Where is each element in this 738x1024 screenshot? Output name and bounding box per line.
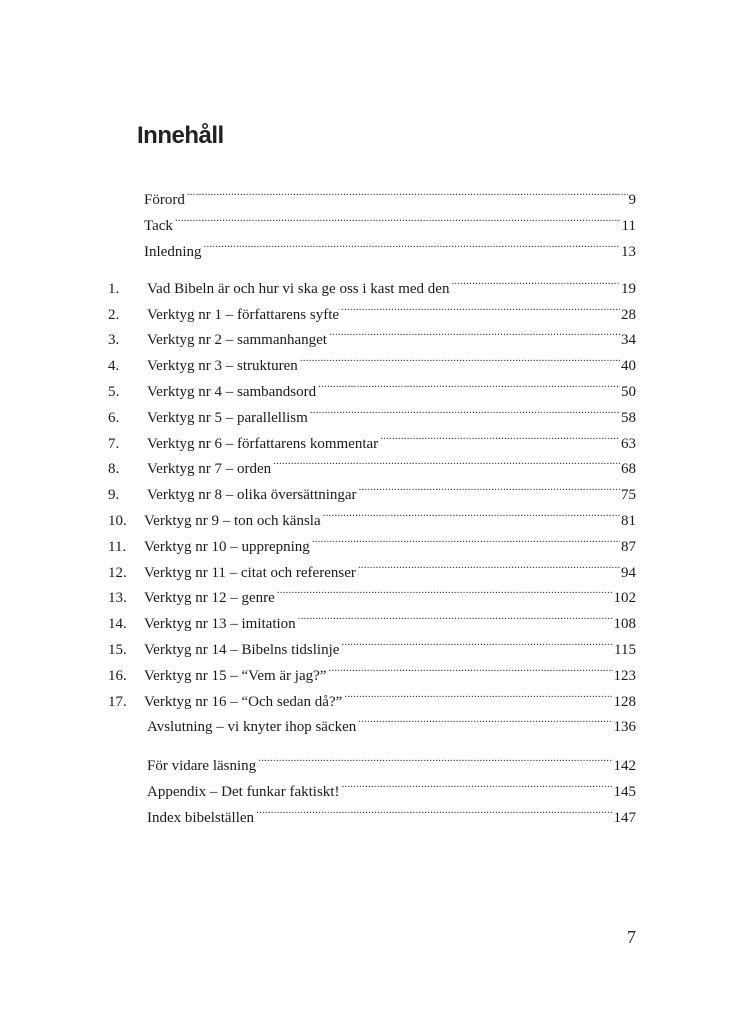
entry-number: 9. [108, 487, 120, 504]
toc-entry[interactable] [108, 319, 636, 349]
dot-leader [451, 267, 620, 293]
entry-page: 28 [621, 306, 636, 323]
dot-leader [329, 319, 620, 345]
toc-entry[interactable] [108, 628, 636, 658]
toc-entry[interactable] [108, 422, 636, 452]
entry-number: 4. [108, 358, 120, 375]
toc-entry[interactable] [108, 204, 636, 234]
entry-page: 50 [621, 383, 636, 400]
dot-leader [358, 551, 620, 577]
entry-title: Appendix – Det funkar faktiskt! [147, 784, 340, 800]
toc-entry[interactable] [108, 577, 636, 607]
entry-title: Verktyg nr 6 – författarens kommentar [147, 435, 379, 452]
dot-leader [359, 473, 620, 499]
dot-leader [204, 230, 621, 256]
entry-number: 12. [108, 564, 127, 581]
toc-entry[interactable] [108, 602, 636, 633]
toc-entry[interactable] [108, 706, 636, 736]
dot-leader [380, 422, 620, 448]
toc-front-matter [108, 178, 636, 260]
entry-title: Verktyg nr 15 – “Vem är jag?” [144, 667, 327, 684]
toc-entry[interactable] [108, 654, 636, 684]
entry-page: 115 [614, 641, 636, 658]
entry-title: Verktyg nr 13 – imitation [144, 616, 296, 633]
toc-entry[interactable] [108, 178, 636, 208]
toc-entry[interactable] [108, 770, 636, 800]
entry-title: Tack [144, 218, 173, 234]
dot-leader [175, 204, 621, 230]
entry-page: 68 [621, 461, 636, 478]
entry-title: Verktyg nr 2 – sammanhanget [147, 332, 327, 349]
entry-title: Verktyg nr 14 – Bibelns tidslinje [144, 641, 340, 658]
entry-page: 142 [613, 758, 636, 774]
dot-leader [273, 448, 620, 474]
entry-page: 123 [613, 667, 636, 684]
entry-title: Verktyg nr 11 – citat och referenser [144, 564, 356, 581]
entry-page: 94 [621, 564, 636, 581]
toc-entry[interactable] [108, 796, 636, 826]
entry-number: 17. [108, 693, 127, 710]
toc-entry[interactable] [108, 525, 636, 555]
entry-title: Verktyg nr 1 – författarens syfte [147, 306, 340, 323]
toc-entry[interactable] [108, 744, 636, 774]
entry-page: 81 [621, 512, 636, 529]
entry-page: 147 [613, 810, 636, 826]
toc-entry[interactable] [108, 370, 636, 400]
dot-leader [187, 178, 628, 204]
entry-number: 8. [108, 461, 120, 478]
entry-number: 10. [108, 512, 127, 529]
dot-leader [258, 744, 612, 770]
entry-title: Verktyg nr 3 – strukturen [147, 358, 298, 375]
dot-leader [328, 654, 612, 680]
entry-title: Inledning [144, 244, 202, 260]
toc-entry[interactable] [108, 680, 636, 710]
toc-entry[interactable] [108, 267, 636, 297]
entry-title: Verktyg nr 16 – “Och sedan då?” [144, 693, 343, 710]
entry-title: Index bibelställen [147, 810, 255, 826]
entry-page: 40 [621, 358, 636, 375]
entry-page: 13 [621, 244, 636, 260]
toc-entry[interactable] [108, 448, 636, 478]
toc-entry[interactable] [108, 473, 636, 504]
dot-leader [277, 577, 613, 603]
entry-page: 108 [613, 616, 636, 633]
entry-number: 3. [108, 332, 120, 349]
dot-leader [344, 680, 612, 706]
entry-title: Verktyg nr 9 – ton och känsla [144, 512, 321, 529]
dot-leader [298, 602, 613, 628]
entry-title: Förord [144, 192, 185, 208]
entry-title: Verktyg nr 12 – genre [144, 590, 275, 607]
toc-entry[interactable] [108, 551, 636, 581]
dot-leader [300, 344, 620, 370]
entry-number: 2. [108, 306, 120, 323]
toc-chapters [108, 267, 636, 736]
page-title: Innehåll [137, 122, 224, 149]
dot-leader [341, 293, 620, 319]
entry-number: 16. [108, 667, 127, 684]
dot-leader [323, 499, 620, 525]
entry-page: 9 [628, 192, 636, 208]
entry-number: 6. [108, 409, 120, 426]
dot-leader [341, 628, 613, 654]
entry-title: För vidare läsning [147, 758, 257, 774]
entry-page: 87 [621, 538, 636, 555]
entry-page: 58 [621, 409, 636, 426]
dot-leader [310, 396, 620, 422]
entry-title: Avslutning – vi knyter ihop säcken [147, 719, 357, 736]
entry-page: 102 [613, 590, 636, 607]
toc-entry[interactable] [108, 230, 636, 260]
entry-page: 136 [613, 719, 636, 736]
dot-leader [358, 706, 612, 732]
toc-back-matter [108, 744, 636, 826]
entry-page: 128 [613, 693, 636, 710]
toc-entry[interactable] [108, 293, 636, 323]
entry-title: Verktyg nr 7 – orden [147, 461, 272, 478]
entry-number: 14. [108, 616, 127, 633]
entry-number: 15. [108, 641, 127, 658]
entry-title: Verktyg nr 5 – parallellism [147, 409, 308, 426]
entry-title: Vad Bibeln är och hur vi ska ge oss i kast med den [147, 280, 450, 297]
toc-entry[interactable] [108, 499, 636, 529]
dot-leader [256, 796, 612, 822]
entry-number: 5. [108, 383, 120, 400]
toc-entry[interactable] [108, 396, 636, 426]
toc-entry[interactable] [108, 344, 636, 375]
entry-number: 13. [108, 590, 127, 607]
entry-page: 19 [621, 280, 636, 297]
entry-page: 11 [621, 218, 636, 234]
entry-page: 145 [613, 784, 636, 800]
page-number: 7 [627, 927, 636, 947]
entry-title: Verktyg nr 8 – olika översättningar [147, 487, 357, 504]
dot-leader [318, 370, 620, 396]
entry-title: Verktyg nr 4 – sambandsord [147, 383, 317, 400]
entry-page: 63 [621, 435, 636, 452]
entry-page: 34 [621, 332, 636, 349]
dot-leader [341, 770, 612, 796]
entry-page: 75 [621, 487, 636, 504]
dot-leader [312, 525, 620, 551]
entry-number: 1. [108, 280, 120, 297]
entry-number: 7. [108, 435, 120, 452]
entry-title: Verktyg nr 10 – upprepning [144, 538, 310, 555]
entry-number: 11. [108, 538, 127, 555]
